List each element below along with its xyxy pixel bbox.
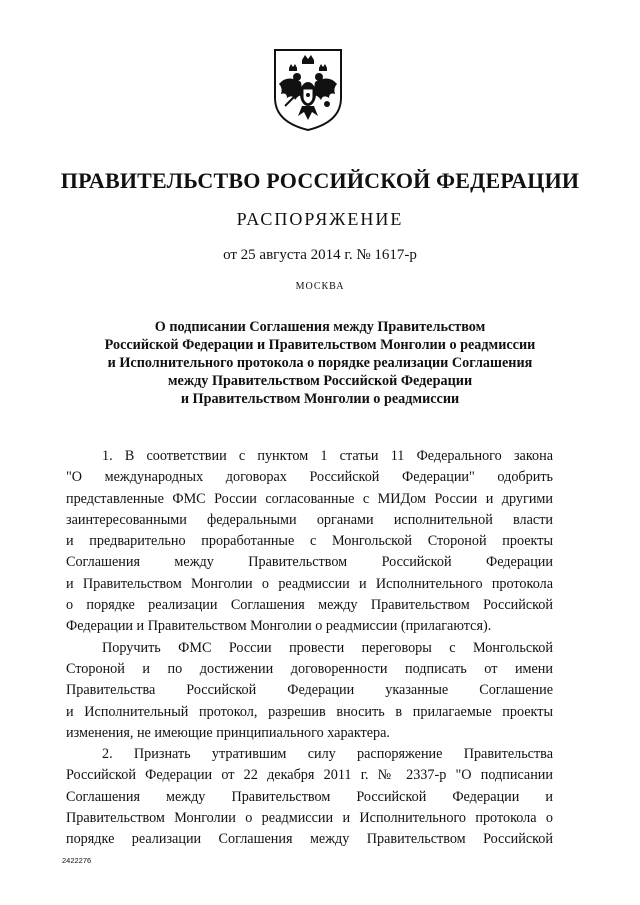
document-city: МОСКВА	[295, 281, 345, 292]
body-line: Правительства Российской Федерации указанные Соглашение	[66, 682, 553, 699]
document-code: 2422276	[62, 856, 92, 865]
government-title: ПРАВИТЕЛЬСТВО РОССИЙСКОЙ ФЕДЕРАЦИИ	[60, 168, 580, 193]
heading-line: между Правительством Российской Федерации	[167, 373, 473, 389]
document-date-number: от 25 августа 2014 г. № 1617-р	[223, 247, 417, 263]
body-line: 2. Признать утратившим силу распоряжение Правительства	[102, 746, 553, 763]
body-line: и Исполнительный протокол, разрешив вносить в прилагаемые проекты	[66, 703, 553, 720]
body-line: Поручить ФМС России провести переговоры с Монгольской	[102, 639, 553, 656]
document-body	[66, 446, 553, 851]
body-line: порядке реализации Соглашения между Правительством Российской	[66, 831, 553, 848]
coat-of-arms-icon	[271, 48, 345, 132]
body-line: и предварительно проработанные с Монгольской Стороной проекты	[66, 533, 553, 550]
body-line: Соглашения между Правительством Российской Федерации	[66, 554, 553, 571]
body-line: заинтересованными федеральными органами исполнительной власти	[66, 511, 553, 528]
heading-line: и Правительством Монголии о реадмиссии	[180, 391, 460, 407]
body-line: о порядке реализации Соглашения между Правительством Российской	[66, 597, 553, 614]
body-line: представленные ФМС России согласованные с МИДом России и другими	[66, 490, 553, 507]
body-line: Российской Федерации от 22 декабря 2011 г. № 2337-р "О подписании	[66, 767, 553, 784]
body-line: Соглашения между Правительством Российской Федерации и	[66, 788, 553, 805]
heading-line: Российской Федерации и Правительством Монголии о реадмиссии	[104, 337, 536, 353]
body-line: Правительством Монголии о реадмиссии и Исполнительного протокола о	[66, 810, 553, 827]
document-type: РАСПОРЯЖЕНИЕ	[236, 209, 404, 229]
body-line: "О международных договорах Российской Федерации" одобрить	[66, 469, 553, 486]
body-line: Федерации и Правительством Монголии о реадмиссии (прилагаются).	[66, 618, 492, 635]
body-line: Стороной и по достижении договоренности подписать от имени	[66, 660, 553, 677]
heading-line: О подписании Соглашения между Правительством	[154, 319, 486, 335]
heading-line: и Исполнительного протокола о порядке реализации Соглашения	[107, 355, 533, 371]
body-line: 1. В соответствии с пунктом 1 статьи 11 Федерального закона	[102, 448, 553, 464]
document-heading	[70, 318, 570, 408]
body-line: и Правительством Монголии о реадмиссии и Исполнительного протокола	[66, 575, 553, 592]
body-line: изменения, не имеющие принципиального характера.	[66, 724, 390, 741]
